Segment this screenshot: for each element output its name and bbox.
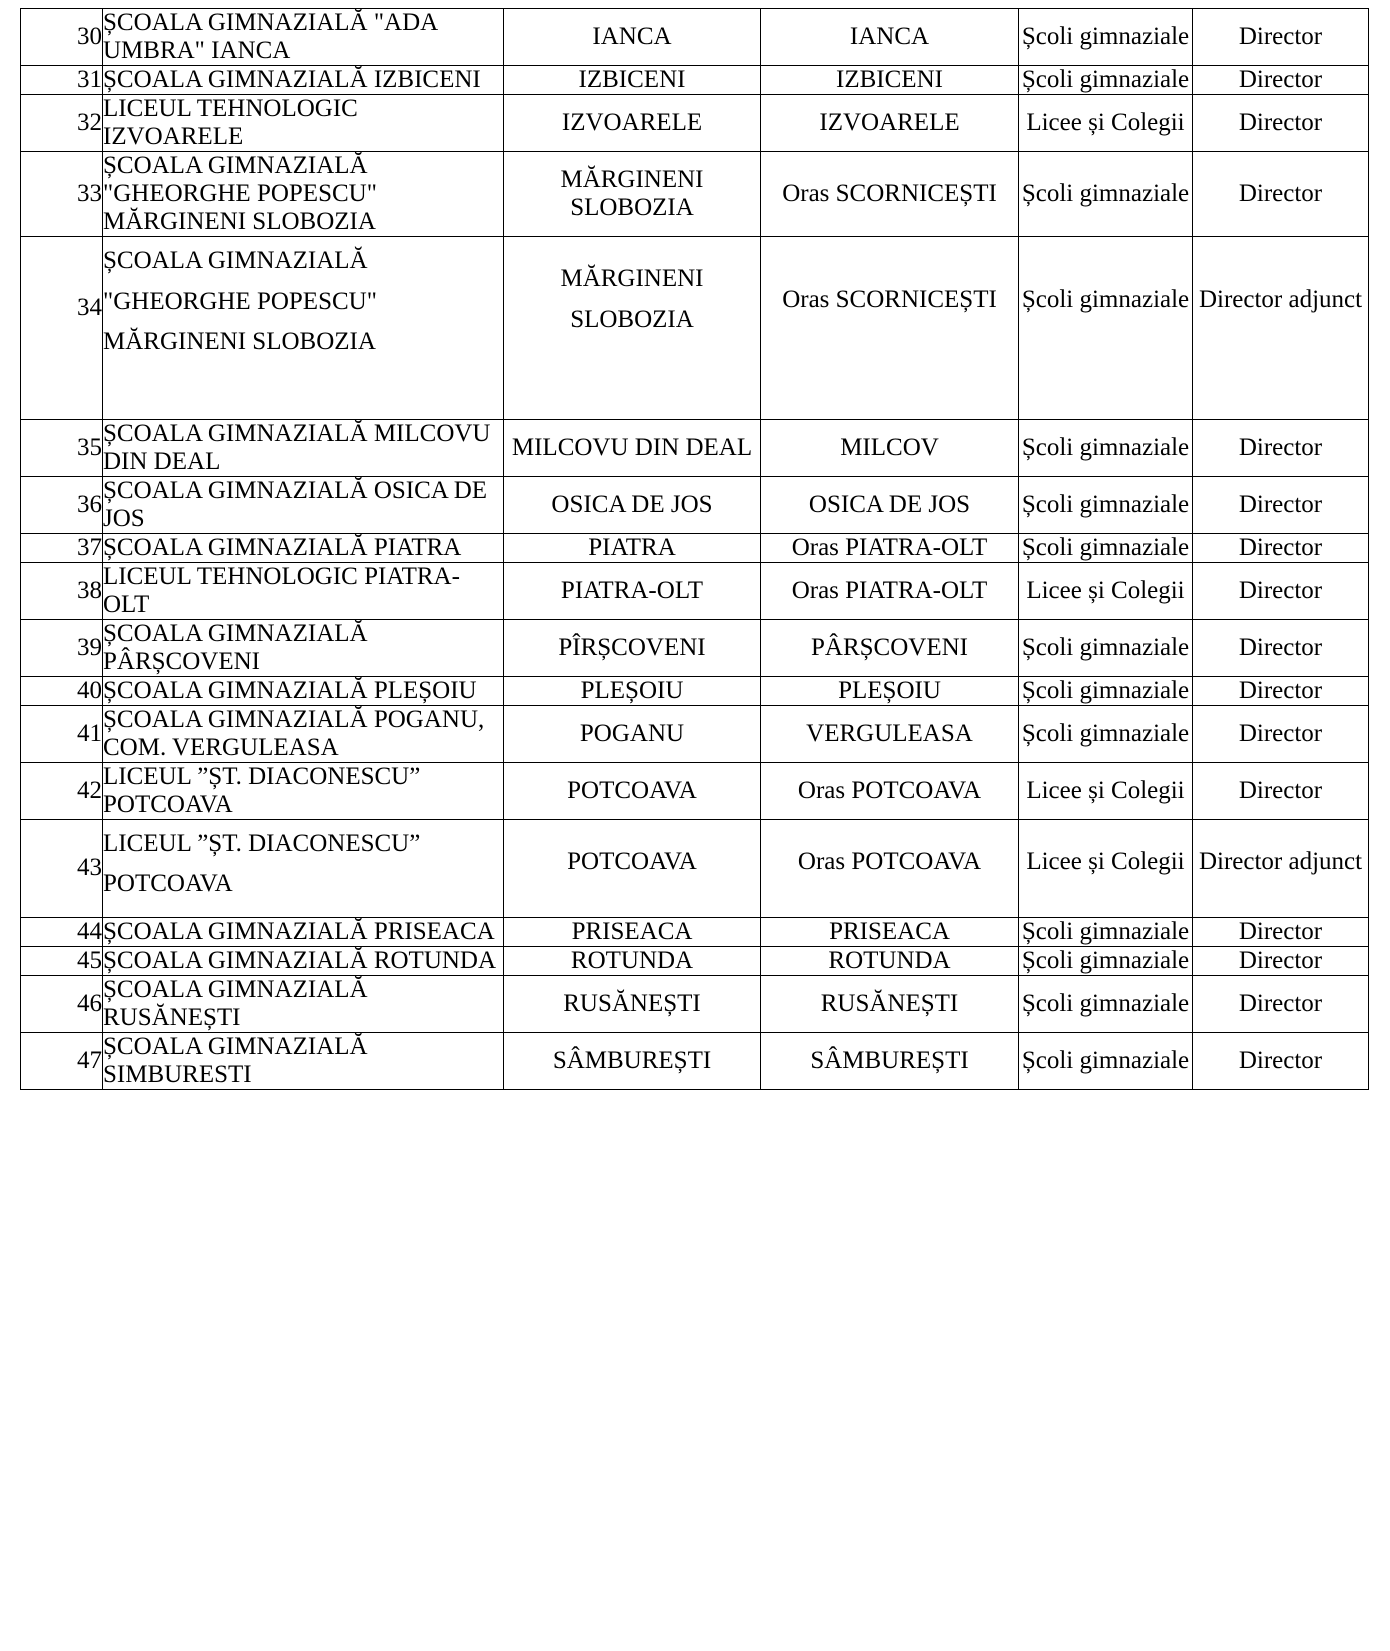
administrative-unit: MILCOV	[761, 419, 1019, 476]
school-name: ȘCOALA GIMNAZIALĂ PRISEACA	[103, 917, 504, 946]
school-type: Școli gimnaziale	[1019, 152, 1193, 237]
school-type: Licee și Colegii	[1019, 562, 1193, 619]
position: Director	[1193, 917, 1369, 946]
row-number: 44	[21, 917, 103, 946]
table-row	[21, 237, 1369, 420]
row-number: 39	[21, 619, 103, 676]
row-number: 32	[21, 95, 103, 152]
table-row	[21, 9, 1369, 66]
school-type: Școli gimnaziale	[1019, 619, 1193, 676]
school-name: ȘCOALA GIMNAZIALĂ "GHEORGHE POPESCU" MĂRGINENI SLOBOZIA	[103, 237, 504, 420]
position: Director	[1193, 562, 1369, 619]
administrative-unit: Oras POTCOAVA	[761, 819, 1019, 917]
row-number: 46	[21, 975, 103, 1032]
position: Director	[1193, 1032, 1369, 1089]
row-number: 47	[21, 1032, 103, 1089]
school-name: LICEUL ”ȘT. DIACONESCU” POTCOAVA	[103, 762, 504, 819]
school-name: ȘCOALA GIMNAZIALĂ "GHEORGHE POPESCU" MĂRGINENI SLOBOZIA	[103, 152, 504, 237]
school-name: ȘCOALA GIMNAZIALĂ SIMBURESTI	[103, 1032, 504, 1089]
table-row	[21, 1032, 1369, 1089]
administrative-unit: RUSĂNEȘTI	[761, 975, 1019, 1032]
locality: ROTUNDA	[504, 946, 761, 975]
school-type: Școli gimnaziale	[1019, 1032, 1193, 1089]
administrative-unit: ROTUNDA	[761, 946, 1019, 975]
locality: PRISEACA	[504, 917, 761, 946]
school-type: Școli gimnaziale	[1019, 975, 1193, 1032]
table-row	[21, 676, 1369, 705]
position: Director	[1193, 705, 1369, 762]
locality: POTCOAVA	[504, 762, 761, 819]
table-row	[21, 152, 1369, 237]
administrative-unit: Oras PIATRA-OLT	[761, 533, 1019, 562]
position: Director	[1193, 975, 1369, 1032]
administrative-unit: PÂRȘCOVENI	[761, 619, 1019, 676]
administrative-unit: VERGULEASA	[761, 705, 1019, 762]
school-type: Școli gimnaziale	[1019, 533, 1193, 562]
table-row	[21, 975, 1369, 1032]
row-number: 35	[21, 419, 103, 476]
school-type: Școli gimnaziale	[1019, 676, 1193, 705]
row-number: 31	[21, 66, 103, 95]
row-number: 36	[21, 476, 103, 533]
school-type: Școli gimnaziale	[1019, 237, 1193, 420]
administrative-unit: PRISEACA	[761, 917, 1019, 946]
school-type: Școli gimnaziale	[1019, 705, 1193, 762]
row-number: 38	[21, 562, 103, 619]
table-row	[21, 819, 1369, 917]
row-number: 41	[21, 705, 103, 762]
administrative-unit: Oras PIATRA-OLT	[761, 562, 1019, 619]
position: Director	[1193, 533, 1369, 562]
position: Director	[1193, 476, 1369, 533]
locality: RUSĂNEȘTI	[504, 975, 761, 1032]
table-row	[21, 533, 1369, 562]
row-number: 34	[21, 237, 103, 420]
table-row	[21, 66, 1369, 95]
locality: OSICA DE JOS	[504, 476, 761, 533]
row-number: 45	[21, 946, 103, 975]
school-type: Licee și Colegii	[1019, 819, 1193, 917]
school-name: ȘCOALA GIMNAZIALĂ MILCOVU DIN DEAL	[103, 419, 504, 476]
locality: MĂRGINENI SLOBOZIA	[504, 152, 761, 237]
table-row	[21, 946, 1369, 975]
table-row	[21, 619, 1369, 676]
schools-table	[20, 8, 1369, 1090]
position: Director adjunct	[1193, 237, 1369, 420]
locality: SÂMBUREȘTI	[504, 1032, 761, 1089]
administrative-unit: OSICA DE JOS	[761, 476, 1019, 533]
school-type: Școli gimnaziale	[1019, 946, 1193, 975]
locality: MĂRGINENI SLOBOZIA	[504, 237, 761, 420]
school-name: ȘCOALA GIMNAZIALĂ PÂRȘCOVENI	[103, 619, 504, 676]
position: Director	[1193, 676, 1369, 705]
position: Director adjunct	[1193, 819, 1369, 917]
row-number: 33	[21, 152, 103, 237]
locality: IZVOARELE	[504, 95, 761, 152]
row-number: 37	[21, 533, 103, 562]
administrative-unit: IZBICENI	[761, 66, 1019, 95]
position: Director	[1193, 9, 1369, 66]
school-type: Școli gimnaziale	[1019, 476, 1193, 533]
table-row	[21, 917, 1369, 946]
school-type: Școli gimnaziale	[1019, 66, 1193, 95]
table-row	[21, 705, 1369, 762]
school-name: ȘCOALA GIMNAZIALĂ OSICA DE JOS	[103, 476, 504, 533]
row-number: 40	[21, 676, 103, 705]
schools-table-body	[21, 9, 1369, 1090]
table-row	[21, 562, 1369, 619]
table-row	[21, 762, 1369, 819]
position: Director	[1193, 946, 1369, 975]
locality: POTCOAVA	[504, 819, 761, 917]
school-type: Școli gimnaziale	[1019, 917, 1193, 946]
locality: IZBICENI	[504, 66, 761, 95]
administrative-unit: IZVOARELE	[761, 95, 1019, 152]
school-name: LICEUL TEHNOLOGIC PIATRA-OLT	[103, 562, 504, 619]
school-name: ȘCOALA GIMNAZIALĂ ROTUNDA	[103, 946, 504, 975]
locality: MILCOVU DIN DEAL	[504, 419, 761, 476]
administrative-unit: PLEȘOIU	[761, 676, 1019, 705]
row-number: 30	[21, 9, 103, 66]
row-number: 42	[21, 762, 103, 819]
school-name: ȘCOALA GIMNAZIALĂ "ADA UMBRA" IANCA	[103, 9, 504, 66]
school-type: Licee și Colegii	[1019, 762, 1193, 819]
position: Director	[1193, 95, 1369, 152]
administrative-unit: Oras SCORNICEȘTI	[761, 237, 1019, 420]
table-row	[21, 476, 1369, 533]
school-name: ȘCOALA GIMNAZIALĂ POGANU, COM. VERGULEASA	[103, 705, 504, 762]
school-type: Licee și Colegii	[1019, 95, 1193, 152]
locality: PÎRȘCOVENI	[504, 619, 761, 676]
locality: POGANU	[504, 705, 761, 762]
position: Director	[1193, 619, 1369, 676]
school-name: LICEUL TEHNOLOGIC IZVOARELE	[103, 95, 504, 152]
administrative-unit: Oras SCORNICEȘTI	[761, 152, 1019, 237]
position: Director	[1193, 152, 1369, 237]
locality: PLEȘOIU	[504, 676, 761, 705]
school-type: Școli gimnaziale	[1019, 9, 1193, 66]
locality: PIATRA-OLT	[504, 562, 761, 619]
school-name: LICEUL ”ȘT. DIACONESCU” POTCOAVA	[103, 819, 504, 917]
school-type: Școli gimnaziale	[1019, 419, 1193, 476]
table-row	[21, 419, 1369, 476]
row-number: 43	[21, 819, 103, 917]
locality: IANCA	[504, 9, 761, 66]
school-name: ȘCOALA GIMNAZIALĂ RUSĂNEȘTI	[103, 975, 504, 1032]
school-name: ȘCOALA GIMNAZIALĂ PIATRA	[103, 533, 504, 562]
table-row	[21, 95, 1369, 152]
position: Director	[1193, 66, 1369, 95]
administrative-unit: SÂMBUREȘTI	[761, 1032, 1019, 1089]
school-name: ȘCOALA GIMNAZIALĂ PLEȘOIU	[103, 676, 504, 705]
administrative-unit: Oras POTCOAVA	[761, 762, 1019, 819]
position: Director	[1193, 762, 1369, 819]
position: Director	[1193, 419, 1369, 476]
locality: PIATRA	[504, 533, 761, 562]
administrative-unit: IANCA	[761, 9, 1019, 66]
school-name: ȘCOALA GIMNAZIALĂ IZBICENI	[103, 66, 504, 95]
